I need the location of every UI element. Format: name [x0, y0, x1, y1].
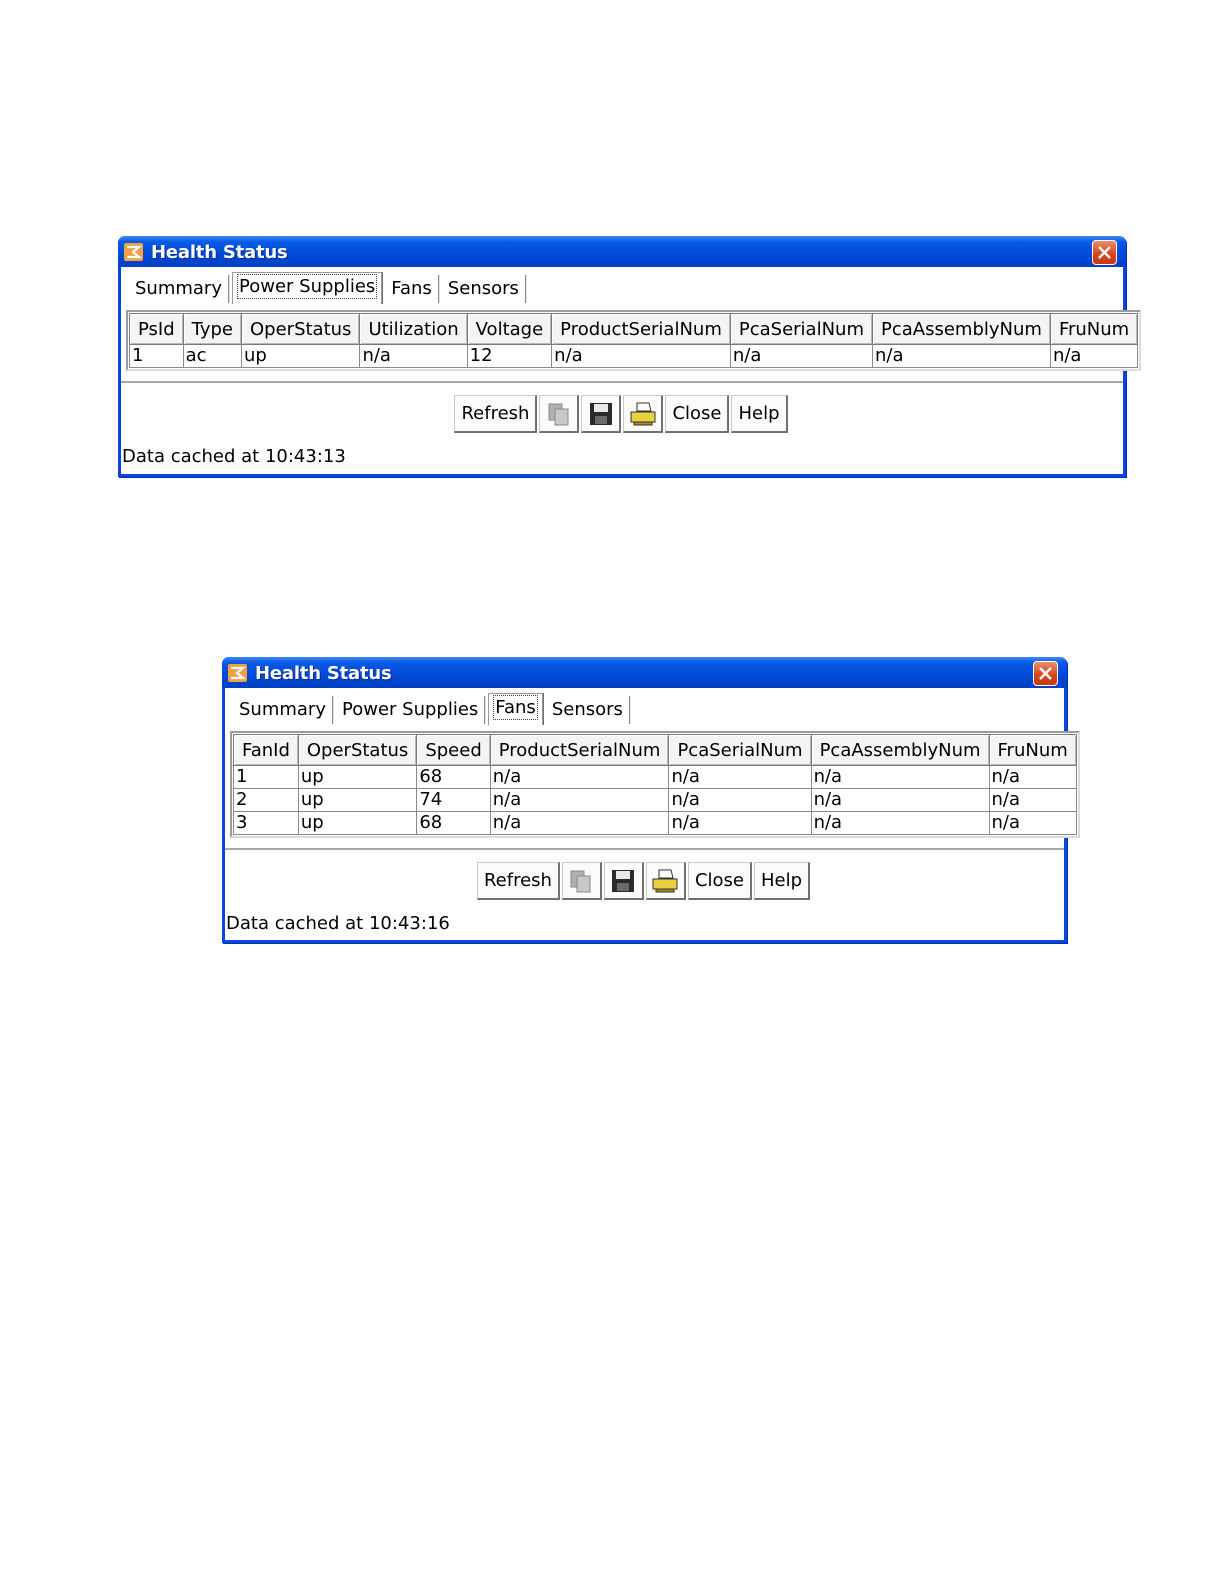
column-header[interactable]: PcaSerialNum: [669, 735, 811, 766]
data-table[interactable]: [129, 313, 1138, 368]
print-icon: [629, 401, 657, 427]
table-cell: up: [298, 812, 416, 835]
table-cell: n/a: [669, 812, 811, 835]
table-cell: n/a: [552, 345, 731, 368]
table-row[interactable]: [130, 345, 1138, 368]
column-header[interactable]: PcaAssemblyNum: [872, 314, 1050, 345]
divider: [225, 848, 1064, 850]
tab-power-supplies[interactable]: Power Supplies: [336, 696, 485, 724]
column-header[interactable]: OperStatus: [242, 314, 360, 345]
table-cell: n/a: [490, 812, 669, 835]
copy-button[interactable]: [539, 395, 579, 433]
tab-sensors[interactable]: Sensors: [546, 696, 630, 724]
copy-button[interactable]: [562, 862, 602, 900]
table-row[interactable]: [234, 812, 1077, 835]
table-row[interactable]: [234, 789, 1077, 812]
table-cell: up: [298, 789, 416, 812]
status-text: Data cached at 10:43:13: [122, 446, 346, 467]
data-table[interactable]: [233, 734, 1077, 835]
column-header[interactable]: OperStatus: [298, 735, 416, 766]
status-text: Data cached at 10:43:16: [226, 913, 450, 934]
print-button[interactable]: [623, 395, 663, 433]
table-cell: 1: [234, 766, 299, 789]
table-cell: n/a: [669, 766, 811, 789]
column-header[interactable]: Utilization: [360, 314, 467, 345]
table-cell: 2: [234, 789, 299, 812]
window-title: Health Status: [255, 663, 392, 684]
table-cell: up: [242, 345, 360, 368]
table-cell: n/a: [989, 812, 1076, 835]
tab-power-supplies[interactable]: Power Supplies: [232, 272, 382, 304]
title-bar[interactable]: [222, 657, 1067, 688]
tab-fans[interactable]: Fans: [385, 275, 439, 303]
column-header[interactable]: ProductSerialNum: [490, 735, 669, 766]
health-status-window-fans: [222, 657, 1067, 943]
tab-summary[interactable]: Summary: [129, 275, 229, 303]
column-header[interactable]: Type: [183, 314, 241, 345]
table-cell: n/a: [669, 789, 811, 812]
column-header[interactable]: PsId: [130, 314, 184, 345]
column-header[interactable]: FruNum: [989, 735, 1076, 766]
fans-table[interactable]: [230, 731, 1080, 838]
table-cell: n/a: [360, 345, 467, 368]
table-cell: 74: [417, 789, 490, 812]
save-icon: [610, 868, 636, 894]
table-cell: n/a: [1050, 345, 1137, 368]
button-bar: [225, 862, 1064, 900]
window-client: [225, 688, 1068, 940]
close-icon: [1039, 667, 1052, 680]
tab-summary[interactable]: Summary: [233, 696, 333, 724]
copy-icon: [546, 401, 572, 427]
close-button[interactable]: Close: [665, 395, 729, 433]
table-cell: n/a: [989, 789, 1076, 812]
button-bar: [121, 395, 1123, 433]
save-icon: [588, 401, 614, 427]
refresh-button[interactable]: Refresh: [477, 862, 560, 900]
save-button[interactable]: [604, 862, 644, 900]
table-cell: n/a: [490, 789, 669, 812]
table-cell: n/a: [490, 766, 669, 789]
table-cell: n/a: [989, 766, 1076, 789]
tab-fans[interactable]: Fans: [488, 693, 543, 725]
table-cell: n/a: [730, 345, 872, 368]
table-cell: 1: [130, 345, 184, 368]
help-button[interactable]: Help: [754, 862, 810, 900]
table-cell: 68: [417, 766, 490, 789]
table-cell: n/a: [811, 766, 989, 789]
column-header[interactable]: PcaSerialNum: [730, 314, 872, 345]
print-button[interactable]: [646, 862, 686, 900]
column-header[interactable]: FruNum: [1050, 314, 1137, 345]
table-cell: n/a: [811, 789, 989, 812]
column-header[interactable]: ProductSerialNum: [552, 314, 731, 345]
column-header[interactable]: Voltage: [467, 314, 552, 345]
app-logo-icon: [124, 243, 143, 261]
table-header-row: [234, 735, 1077, 766]
power-supplies-table[interactable]: [126, 310, 1141, 371]
table-cell: n/a: [872, 345, 1050, 368]
title-bar[interactable]: [118, 236, 1126, 267]
tab-bar: [233, 696, 633, 724]
column-header[interactable]: Speed: [417, 735, 490, 766]
copy-icon: [568, 868, 594, 894]
column-header[interactable]: PcaAssemblyNum: [811, 735, 989, 766]
table-row[interactable]: [234, 766, 1077, 789]
health-status-window-power-supplies: [118, 236, 1130, 477]
window-client: [121, 267, 1130, 474]
table-header-row: [130, 314, 1138, 345]
table-cell: 68: [417, 812, 490, 835]
window-close-button[interactable]: [1033, 661, 1058, 686]
table-cell: n/a: [811, 812, 989, 835]
help-button[interactable]: Help: [731, 395, 787, 433]
tab-sensors[interactable]: Sensors: [442, 275, 526, 303]
divider: [121, 381, 1123, 383]
save-button[interactable]: [581, 395, 621, 433]
app-logo-icon: [228, 664, 247, 682]
table-cell: ac: [183, 345, 241, 368]
window-title: Health Status: [151, 242, 288, 263]
print-icon: [651, 868, 679, 894]
table-cell: 12: [467, 345, 552, 368]
window-close-button[interactable]: [1092, 240, 1117, 265]
close-icon: [1098, 246, 1111, 259]
tab-bar: [129, 275, 529, 303]
column-header[interactable]: FanId: [234, 735, 299, 766]
refresh-button[interactable]: Refresh: [454, 395, 537, 433]
table-cell: 3: [234, 812, 299, 835]
table-cell: up: [298, 766, 416, 789]
close-button[interactable]: Close: [688, 862, 752, 900]
